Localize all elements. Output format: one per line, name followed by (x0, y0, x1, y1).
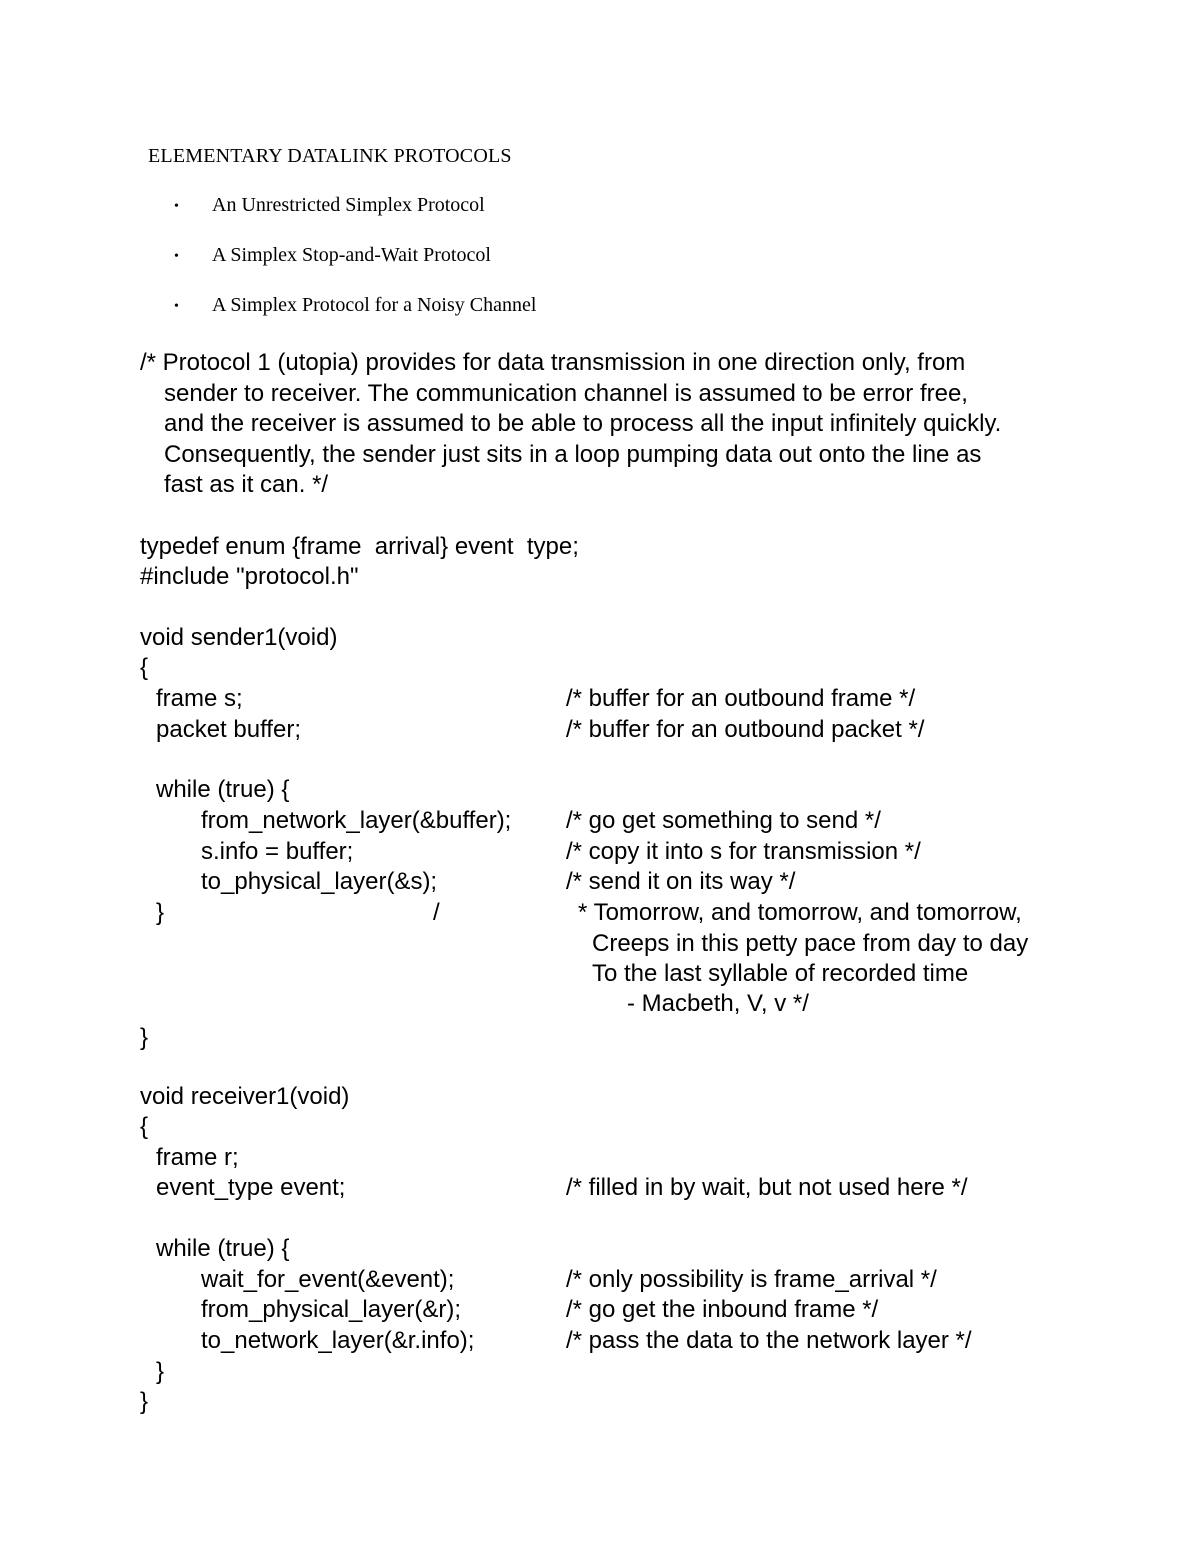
intro-line: Consequently, the sender just sits in a loop pumping data out onto the line as (164, 440, 982, 468)
code-comment: /* buffer for an outbound packet */ (566, 716, 925, 743)
code-line: from_physical_layer(&r); (201, 1296, 462, 1323)
list-item: • A Simplex Protocol for a Noisy Channel (170, 294, 536, 344)
code-line: while (true) { (156, 1235, 290, 1262)
intro-line: fast as it can. */ (164, 471, 329, 498)
code-line: event_type event; (156, 1174, 346, 1201)
page-heading: ELEMENTARY DATALINK PROTOCOLS (148, 145, 512, 167)
code-brace: } (140, 1024, 149, 1051)
code-line: while (true) { (156, 776, 290, 803)
typedef-line: typedef enum {frame arrival} event type; (140, 533, 579, 560)
quote-line: Creeps in this petty pace from day to day (592, 930, 1029, 957)
quote-attribution: - Macbeth, V, v */ (627, 990, 809, 1017)
code-brace: { (140, 654, 149, 681)
code-comment: /* filled in by wait, but not used here */ (566, 1174, 968, 1201)
quote-line: * Tomorrow, and tomorrow, and tomorrow, (578, 899, 1022, 926)
bullet-icon: • (174, 199, 179, 214)
code-comment: /* send it on its way */ (566, 868, 796, 895)
code-brace: { (140, 1113, 149, 1140)
code-comment: /* go get something to send */ (566, 807, 881, 834)
list-item: • A Simplex Stop-and-Wait Protocol (170, 244, 536, 294)
code-line: wait_for_event(&event); (201, 1266, 455, 1293)
code-line: frame r; (156, 1144, 239, 1171)
intro-line: /* Protocol 1 (utopia) provides for data transmission in one direction only, from (140, 349, 966, 376)
bullet-icon: • (174, 249, 179, 264)
code-line: frame s; (156, 685, 243, 712)
quote-line: To the last syllable of recorded time (592, 960, 969, 987)
intro-comment (140, 348, 1150, 501)
code-line: from_network_layer(&buffer); (201, 807, 512, 834)
receiver-signature: void receiver1(void) (140, 1083, 350, 1110)
include-line: #include "protocol.h" (140, 563, 359, 590)
bullet-icon: • (174, 299, 179, 314)
code-comment: /* copy it into s for transmission */ (566, 838, 921, 865)
protocol-list (170, 194, 536, 344)
intro-line: and the receiver is assumed to be able to process all the input infinitely quickly. (164, 410, 1002, 437)
intro-line: sender to receiver. The communication channel is assumed to be error free, (164, 379, 968, 407)
list-item: • An Unrestricted Simplex Protocol (170, 194, 536, 244)
code-comment: /* buffer for an outbound frame */ (566, 685, 916, 712)
code-line: to_network_layer(&r.info); (201, 1327, 475, 1354)
code-line: s.info = buffer; (201, 838, 354, 865)
code-line: packet buffer; (156, 716, 301, 743)
code-brace: } (156, 899, 165, 926)
code-comment: /* pass the data to the network layer */ (566, 1327, 972, 1354)
code-brace: } (156, 1358, 165, 1385)
code-comment: /* go get the inbound frame */ (566, 1296, 879, 1323)
sender-signature: void sender1(void) (140, 624, 338, 651)
code-line: to_physical_layer(&s); (201, 868, 438, 895)
stray-slash: / (433, 899, 440, 926)
code-brace: } (140, 1388, 149, 1415)
code-comment: /* only possibility is frame_arrival */ (566, 1266, 937, 1293)
